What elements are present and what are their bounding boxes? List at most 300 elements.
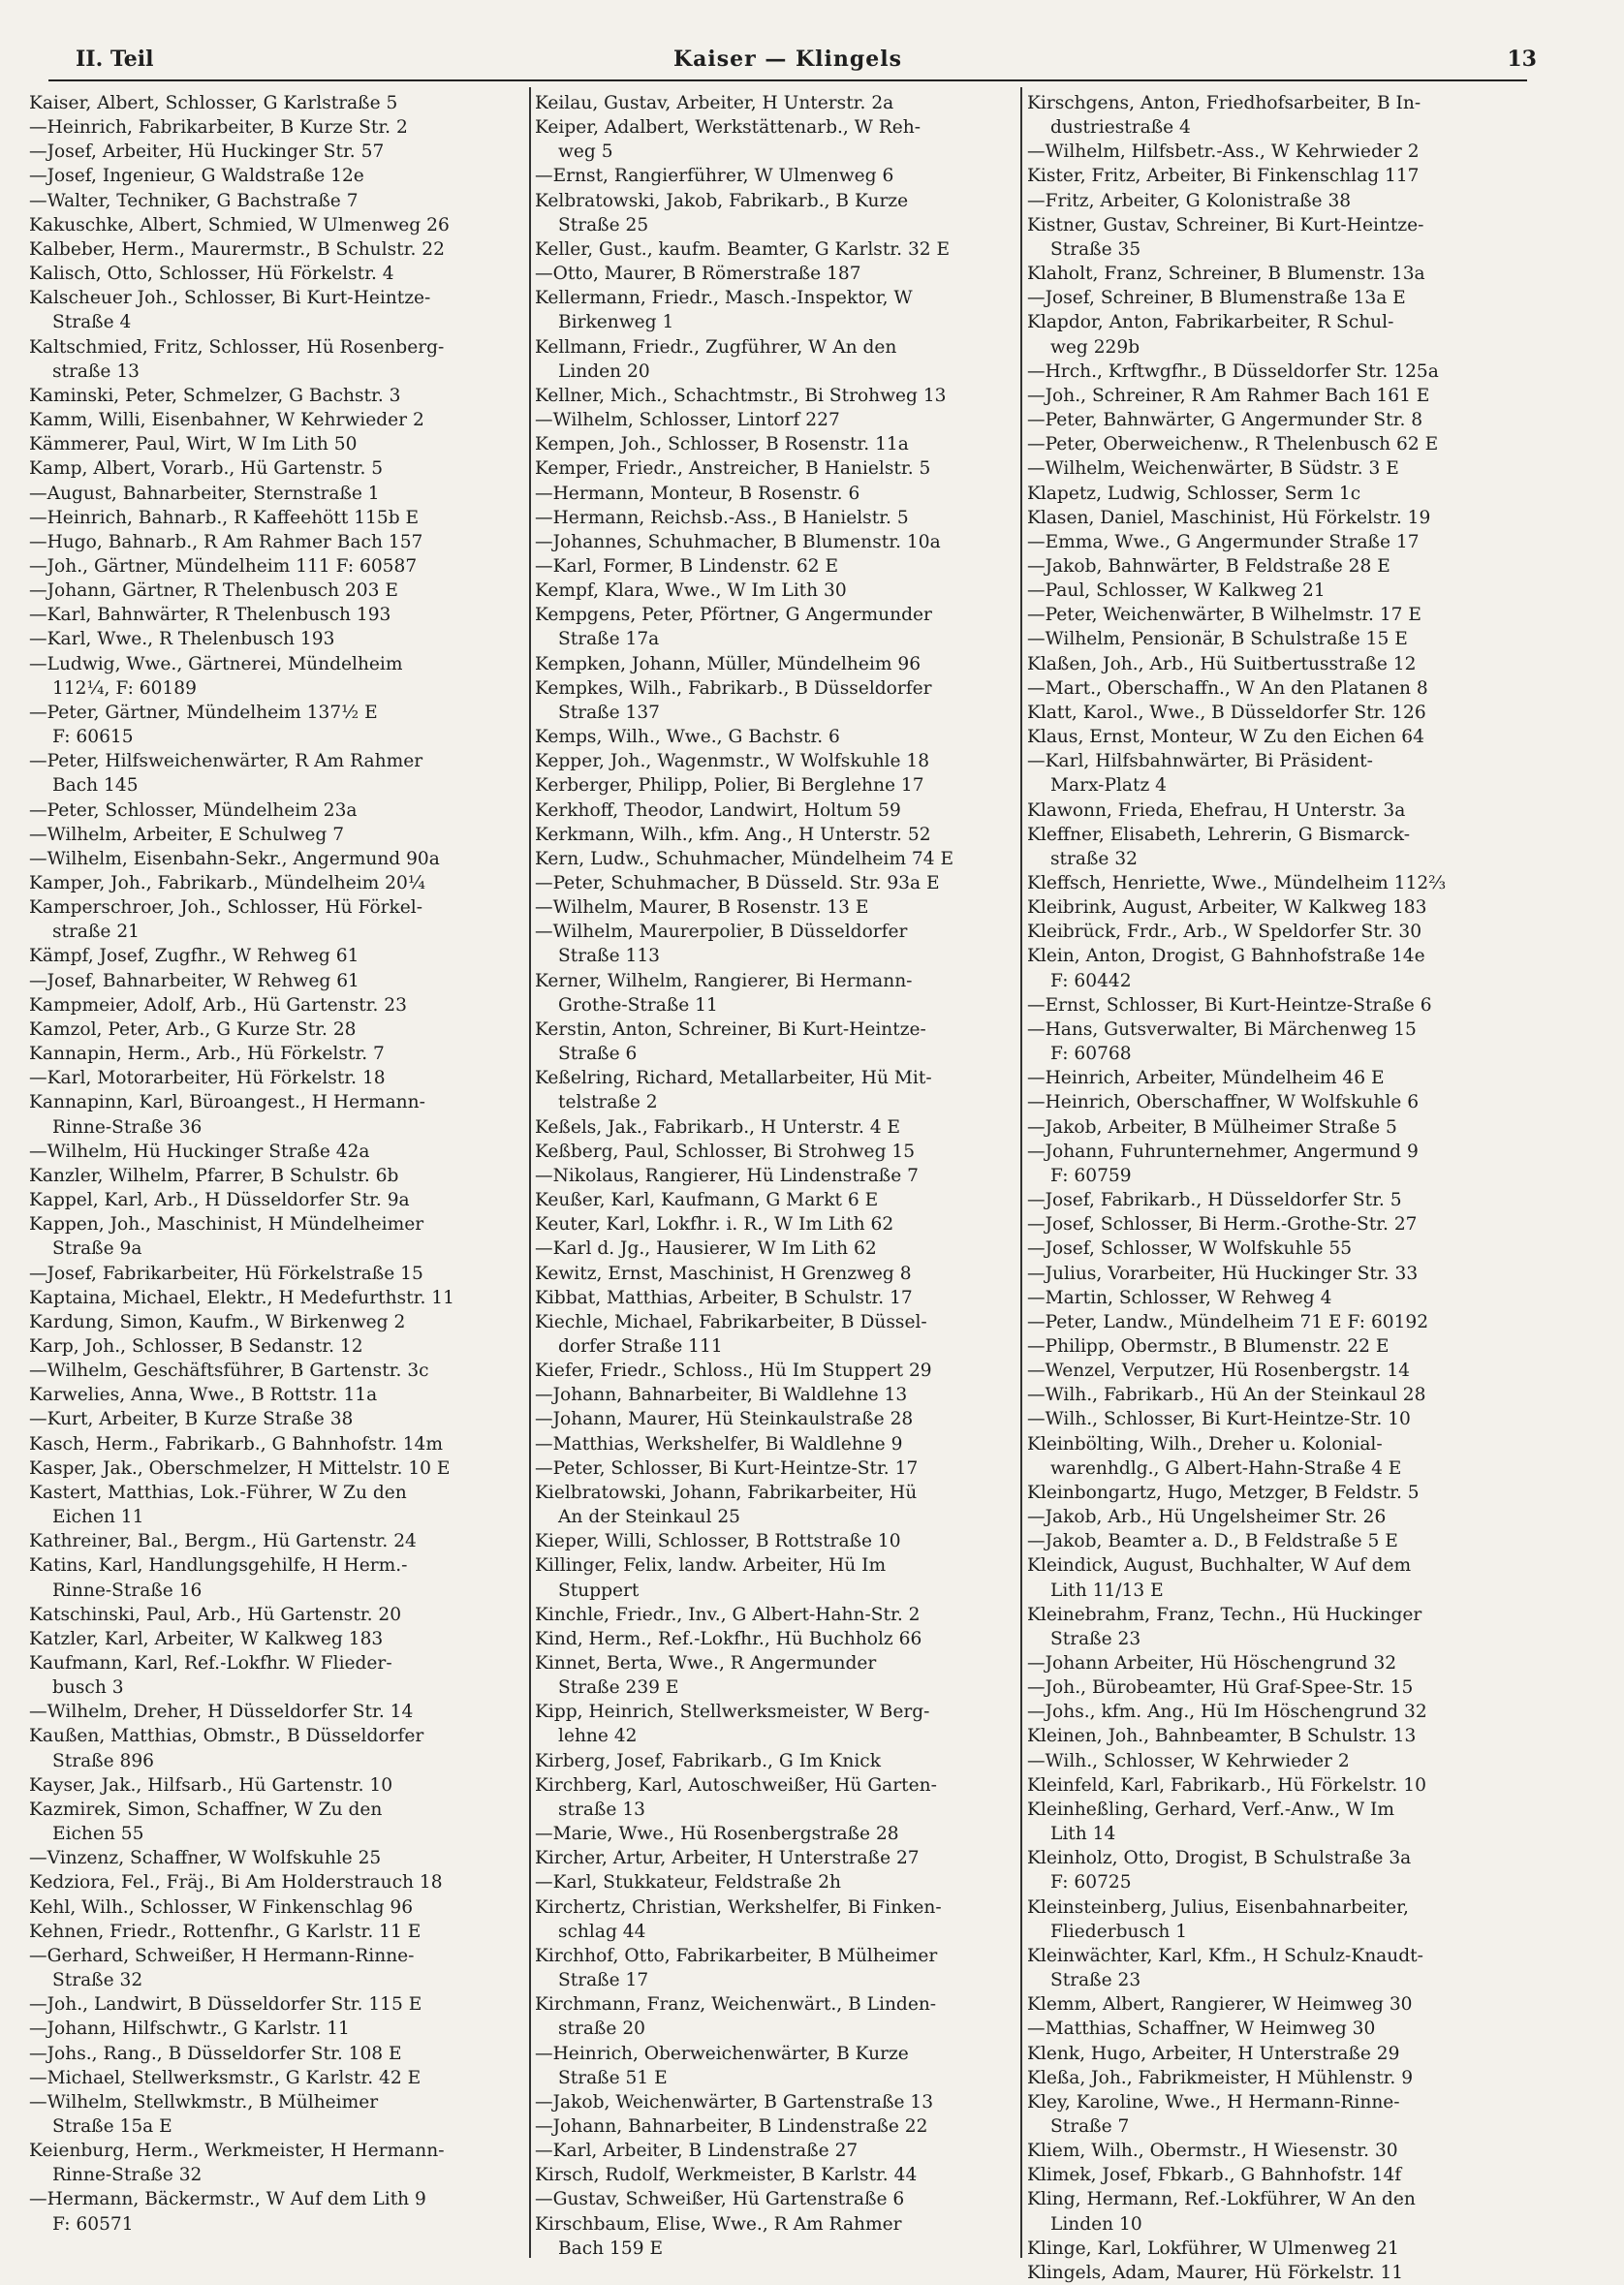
directory-entry (535, 530, 1015, 554)
directory-entry (535, 335, 1015, 384)
entry-line: —Hugo, Bahnarb., R Am Rahmer Bach 157 (29, 531, 423, 552)
directory-entry (29, 115, 525, 140)
directory-entry (535, 798, 1015, 823)
directory-entry (29, 1798, 525, 1846)
directory-entry (1027, 1262, 1516, 1286)
entry-line: —Heinrich, Oberschaffner, W Wolfskuhle 6 (1027, 1092, 1420, 1113)
entry-line: —Wilhelm, Stellwkmstr., B Mülheimer (29, 2091, 379, 2113)
entry-continuation-line: straße 32 (1050, 848, 1138, 869)
directory-entry (535, 91, 1015, 115)
entry-line: Kiefer, Friedr., Schloss., Hü Im Stuppert 29 (535, 1361, 932, 1382)
directory-entry (1027, 895, 1516, 920)
directory-entry (1027, 2017, 1516, 2041)
directory-entry (1027, 1140, 1516, 1188)
directory-entry (535, 237, 1015, 262)
directory-entry (29, 652, 525, 701)
directory-entry (29, 506, 525, 530)
column-divider (1020, 87, 1022, 2258)
entry-line: —Walter, Techniker, G Bachstraße 7 (29, 190, 359, 211)
entry-continuation-line: Straße 137 (558, 702, 661, 723)
entry-line: —Wilhelm, Arbeiter, E Schulweg 7 (29, 824, 345, 845)
directory-entry (29, 2139, 525, 2187)
directory-entry (535, 1359, 1015, 1383)
directory-column-3 (1027, 91, 1516, 2285)
directory-entry (29, 895, 525, 944)
directory-entry (29, 1603, 525, 1627)
directory-entry (1027, 2187, 1516, 2236)
entry-line: —Fritz, Arbeiter, G Kolonistraße 38 (1027, 190, 1352, 211)
directory-entry (1027, 627, 1516, 651)
entry-line: Kedziora, Fel., Fräj., Bi Am Holderstrauch 18 (29, 1872, 443, 1894)
directory-entry (535, 1651, 1015, 1700)
entry-line: Kleinen, Joh., Bahnbeamter, B Schulstr. 13 (1027, 1726, 1417, 1747)
directory-entry (29, 335, 525, 384)
directory-entry (1027, 360, 1516, 384)
entry-continuation-line: Rinne-Straße 36 (52, 1116, 203, 1138)
entry-line: —Joh., Schreiner, R Am Rahmer Bach 161 E (1027, 385, 1430, 406)
entry-line: —Josef, Arbeiter, Hü Huckinger Str. 57 (29, 141, 385, 163)
directory-entry (29, 993, 525, 1017)
entry-line: Klawonn, Frieda, Ehefrau, H Unterstr. 3a (1027, 799, 1406, 821)
entry-line: Kirschgens, Anton, Friedhofsarbeiter, B In- (1027, 93, 1421, 113)
entry-continuation-line: An der Steinkaul 25 (558, 1507, 740, 1528)
entry-line: Kley, Karoline, Wwe., H Hermann-Rinne- (1027, 2091, 1400, 2113)
entry-line: —Johann, Bahnarbeiter, Bi Waldlehne 13 (535, 1385, 908, 1406)
directory-entry (1027, 749, 1516, 798)
directory-entry (535, 1236, 1015, 1261)
entry-line: Kleibrück, Frdr., Arb., W Speldorfer Str. 30 (1027, 922, 1422, 943)
page-number: 13 (1507, 47, 1537, 72)
entry-line: Kleinfeld, Karl, Fabrikarb., Hü Förkelstr. 10 (1027, 1774, 1426, 1796)
entry-line: —Hans, Gutsverwalter, Bi Märchenweg 15 (1027, 1018, 1417, 1040)
directory-entry (29, 1529, 525, 1553)
entry-line: —Karl, Hilfsbahnwärter, Bi Präsident- (1027, 751, 1373, 772)
directory-entry (29, 1651, 525, 1700)
entry-line: —Heinrich, Arbeiter, Mündelheim 46 E (1027, 1068, 1385, 1089)
entry-continuation-line: Bach 145 (52, 775, 139, 797)
entry-line: —Vinzenz, Schaffner, W Wolfskuhle 25 (29, 1848, 382, 1869)
entry-continuation-line: straße 21 (52, 922, 140, 943)
directory-entry (29, 1066, 525, 1090)
entry-line: Kircher, Artur, Arbeiter, H Unterstraße 27 (535, 1848, 920, 1869)
directory-entry (1027, 579, 1516, 603)
directory-entry (535, 189, 1015, 237)
entry-line: —Hermann, Reichsb.-Ass., B Hanielstr. 5 (535, 507, 909, 528)
entry-line: —Jakob, Bahnwärter, B Feldstraße 28 E (1027, 555, 1390, 577)
entry-line: Kleinheßling, Gerhard, Verf.-Anw., W Im (1027, 1799, 1395, 1820)
entry-line: Kämpf, Josef, Zugfhr., W Rehweg 61 (29, 946, 359, 967)
entry-line: —Johs., kfm. Ang., Hü Im Höschengrund 32 (1027, 1702, 1427, 1723)
entry-line: Kasch, Herm., Fabrikarb., G Bahnhofstr. 14m (29, 1433, 444, 1455)
entry-line: —Karl, Motorarbeiter, Hü Förkelstr. 18 (29, 1068, 386, 1089)
entry-line: —Johann, Maurer, Hü Steinkaulstraße 28 (535, 1409, 914, 1430)
entry-continuation-line: Straße 7 (1050, 2115, 1130, 2137)
directory-entry (1027, 1383, 1516, 1407)
entry-line: Kamm, Willi, Eisenbahner, W Kehrwieder 2 (29, 410, 424, 431)
entry-continuation-line: Bach 159 E (558, 2238, 664, 2259)
entry-line: Kling, Hermann, Ref.-Lokführer, W An den (1027, 2189, 1416, 2210)
entry-line: —Peter, Schuhmacher, B Düsseld. Str. 93a E (535, 873, 940, 893)
entry-continuation-line: Stuppert (558, 1580, 640, 1601)
entry-line: —Wilhelm, Eisenbahn-Sekr., Angermund 90a (29, 848, 440, 869)
entry-line: Kirchhof, Otto, Fabrikarbeiter, B Mülheimer (535, 1945, 938, 1966)
directory-entry (29, 1334, 525, 1359)
entry-line: Kempkes, Wilh., Fabrikarb., B Düsseldorfer (535, 677, 932, 699)
directory-entry (1027, 652, 1516, 676)
directory-entry (1027, 944, 1516, 992)
directory-entry (1027, 262, 1516, 286)
entry-line: Kister, Fritz, Arbeiter, Bi Finkenschlag 117 (1027, 166, 1420, 187)
directory-entry (535, 1286, 1015, 1310)
entry-line: —Jakob, Arb., Hü Ungelsheimer Str. 26 (1027, 1507, 1387, 1528)
entry-line: Kappel, Karl, Arb., H Düsseldorfer Str. 9a (29, 1190, 410, 1211)
entry-line: —Johann, Fuhrunternehmer, Angermund 9 (1027, 1141, 1419, 1162)
entry-continuation-line: lehne 42 (558, 1726, 638, 1747)
entry-line: —Jakob, Arbeiter, B Mülheimer Straße 5 (1027, 1116, 1397, 1138)
entry-line: —Wilhelm, Hü Huckinger Straße 42a (29, 1141, 370, 1162)
entry-line: Klapdor, Anton, Fabrikarbeiter, R Schul- (1027, 312, 1394, 333)
directory-entry (29, 2187, 525, 2236)
entry-line: —Wilhelm, Weichenwärter, B Südstr. 3 E (1027, 458, 1399, 480)
directory-entry (29, 944, 525, 968)
directory-entry (29, 603, 525, 627)
directory-entry (1027, 456, 1516, 481)
directory-entry (1027, 1407, 1516, 1431)
entry-line: Kämmerer, Paul, Wirt, W Im Lith 50 (29, 434, 358, 455)
directory-entry (1027, 554, 1516, 579)
entry-continuation-line: Straße 6 (558, 1044, 638, 1065)
entry-line: Kempken, Johann, Müller, Mündelheim 96 (535, 653, 921, 674)
directory-entry (535, 456, 1015, 481)
entry-line: Kalscheuer Joh., Schlosser, Bi Kurt-Heintze- (29, 288, 431, 309)
entry-line: —Josef, Ingenieur, G Waldstraße 12e (29, 166, 364, 187)
directory-entry (1027, 140, 1516, 164)
entry-line: Kaminski, Peter, Schmelzer, G Bachstr. 3 (29, 385, 401, 406)
directory-entry (29, 1383, 525, 1407)
directory-entry (535, 1456, 1015, 1481)
directory-entry (29, 1700, 525, 1724)
directory-entry (29, 1262, 525, 1286)
entry-continuation-line: Straße 113 (558, 946, 661, 967)
entry-continuation-line: Straße 17a (558, 629, 660, 650)
directory-entry (1027, 1798, 1516, 1846)
entry-continuation-line: weg 229b (1050, 336, 1140, 358)
entry-line: Kliem, Wilh., Obermstr., H Wiesenstr. 30 (1027, 2141, 1398, 2162)
entry-line: Kibbat, Matthias, Arbeiter, B Schulstr. 17 (535, 1287, 913, 1308)
entry-continuation-line: Straße 17 (558, 1970, 649, 1991)
directory-entry (535, 115, 1015, 164)
directory-entry (1027, 1773, 1516, 1798)
entry-continuation-line: busch 3 (52, 1677, 124, 1699)
entry-line: Klingels, Adam, Maurer, Hü Förkelstr. 11 (1027, 2262, 1404, 2283)
directory-entry (1027, 920, 1516, 944)
entry-line: —Peter, Gärtner, Mündelheim 137½ E (29, 702, 378, 723)
entry-line: —Wilhelm, Pensionär, B Schulstraße 15 E (1027, 629, 1408, 650)
directory-entry (535, 1822, 1015, 1846)
entry-line: Kiechle, Michael, Fabrikarbeiter, B Düssel- (535, 1311, 927, 1332)
entry-line: Kirsch, Rudolf, Werkmeister, B Karlstr. 44 (535, 2165, 918, 2186)
entry-line: Kelbratowski, Jakob, Fabrikarb., B Kurze (535, 190, 909, 211)
directory-entry (535, 1481, 1015, 1529)
entry-line: —Martin, Schlosser, W Rehweg 4 (1027, 1287, 1332, 1308)
directory-entry (1027, 2090, 1516, 2139)
entry-line: —Heinrich, Fabrikarbeiter, B Kurze Str. 2 (29, 117, 408, 139)
entry-line: —Johs., Rang., B Düsseldorfer Str. 108 E (29, 2043, 402, 2064)
directory-entry (1027, 2261, 1516, 2285)
entry-line: Klapetz, Ludwig, Schlosser, Serm 1c (1027, 483, 1361, 504)
directory-entry (1027, 1359, 1516, 1383)
directory-entry (29, 1286, 525, 1310)
entry-line: Kerberger, Philipp, Polier, Bi Berglehne 17 (535, 775, 924, 797)
entry-line: —Hermann, Bäckermstr., W Auf dem Lith 9 (29, 2189, 426, 2210)
entry-continuation-line: Eichen 11 (52, 1507, 144, 1528)
entry-line: Kaufmann, Karl, Ref.-Lokfhr. W Flieder- (29, 1653, 392, 1674)
directory-entry (1027, 1553, 1516, 1602)
directory-entry (535, 1603, 1015, 1627)
entry-line: Kirchertz, Christian, Werkshelfer, Bi Finken- (535, 1896, 942, 1918)
entry-line: —Wilhelm, Hilfsbetr.-Ass., W Kehrwieder 2 (1027, 141, 1420, 163)
entry-line: —Peter, Schlosser, Bi Kurt-Heintze-Str. 17 (535, 1457, 919, 1479)
directory-entry (29, 627, 525, 651)
entry-line: Kanzler, Wilhelm, Pfarrer, B Schulstr. 6b (29, 1165, 399, 1186)
entry-line: —Wilhelm, Dreher, H Düsseldorfer Str. 14 (29, 1702, 414, 1723)
entry-line: —Peter, Bahnwärter, G Angermunder Str. 8 (1027, 410, 1423, 431)
entry-line: —Wilhelm, Schlosser, Lintorf 227 (535, 410, 840, 431)
entry-line: Kasper, Jak., Oberschmelzer, H Mittelstr. 10 E (29, 1457, 451, 1479)
directory-entry (29, 2090, 525, 2139)
directory-entry (1027, 408, 1516, 432)
directory-entry (29, 1456, 525, 1481)
directory-entry (1027, 2066, 1516, 2090)
directory-entry (535, 2187, 1015, 2211)
entry-line: Kathreiner, Bal., Bergm., Hü Gartenstr. 24 (29, 1531, 417, 1552)
entry-line: Kalbeber, Herm., Maurermstr., B Schulstr. 22 (29, 238, 445, 260)
directory-entry (1027, 1115, 1516, 1140)
entry-line: —Nikolaus, Rangierer, Hü Lindenstraße 7 (535, 1165, 919, 1186)
entry-line: Kayser, Jak., Hilfsarb., Hü Gartenstr. 10 (29, 1774, 393, 1796)
directory-entry (1027, 603, 1516, 627)
directory-entry (29, 823, 525, 847)
entry-line: —Ernst, Schlosser, Bi Kurt-Heintze-Straße 6 (1027, 994, 1432, 1016)
entry-continuation-line: Straße 51 E (558, 2067, 668, 2088)
entry-line: Kempf, Klara, Wwe., W Im Lith 30 (535, 580, 847, 602)
entry-continuation-line: weg 5 (558, 141, 613, 163)
entry-line: —Josef, Fabrikarb., H Düsseldorfer Str. 5 (1027, 1190, 1402, 1211)
entry-continuation-line: Straße 15a E (52, 2115, 172, 2137)
entry-line: Kellermann, Friedr., Masch.-Inspektor, W (535, 288, 913, 309)
entry-line: —Joh., Bürobeamter, Hü Graf-Spee-Str. 15 (1027, 1677, 1414, 1699)
entry-line: Kerkmann, Wilh., kfm. Ang., H Unterstr. 52 (535, 824, 931, 845)
entry-continuation-line: Straße 896 (52, 1750, 155, 1771)
entry-line: Kleinholz, Otto, Drogist, B Schulstraße 3a (1027, 1848, 1412, 1869)
entry-continuation-line: Lith 14 (1050, 1824, 1116, 1845)
directory-entry (1027, 701, 1516, 725)
directory-entry (1027, 1749, 1516, 1773)
directory-entry (535, 579, 1015, 603)
directory-entry (29, 554, 525, 579)
directory-entry (29, 579, 525, 603)
entry-line: —Josef, Bahnarbeiter, W Rehweg 61 (29, 970, 359, 991)
directory-entry (29, 237, 525, 262)
entry-line: —Josef, Fabrikarbeiter, Hü Förkelstraße 15 (29, 1263, 423, 1284)
directory-entry (29, 213, 525, 237)
directory-entry (29, 1944, 525, 1992)
directory-entry (29, 482, 525, 506)
entry-line: Kinchle, Friedr., Inv., G Albert-Hahn-Str. 2 (535, 1604, 921, 1625)
entry-line: —Johann Arbeiter, Hü Höschengrund 32 (1027, 1653, 1397, 1674)
directory-entry (535, 432, 1015, 456)
entry-line: —Wenzel, Verputzer, Hü Rosenbergstr. 14 (1027, 1361, 1411, 1382)
directory-entry (1027, 310, 1516, 359)
directory-entry (1027, 482, 1516, 506)
directory-entry (535, 1310, 1015, 1359)
entry-line: Kleßa, Joh., Fabrikmeister, H Mühlenstr. 9 (1027, 2067, 1414, 2088)
entry-continuation-line: schlag 44 (558, 1921, 646, 1942)
directory-entry (535, 506, 1015, 530)
entry-line: —Karl, Bahnwärter, R Thelenbusch 193 (29, 605, 391, 626)
directory-entry (1027, 1529, 1516, 1553)
entry-line: —Johannes, Schuhmacher, B Blumenstr. 10a (535, 531, 941, 552)
entry-line: —Ludwig, Wwe., Gärtnerei, Mündelheim (29, 653, 403, 674)
entry-line: Keßberg, Paul, Schlosser, Bi Strohweg 15 (535, 1141, 916, 1162)
directory-entry (535, 1700, 1015, 1748)
directory-entry (1027, 1432, 1516, 1481)
directory-entry (29, 1359, 525, 1383)
directory-entry (535, 1432, 1015, 1456)
directory-entry (535, 2042, 1015, 2090)
directory-column-1 (29, 91, 525, 2237)
directory-entry (1027, 1286, 1516, 1310)
directory-entry (29, 701, 525, 749)
directory-entry (1027, 213, 1516, 262)
directory-entry (29, 798, 525, 823)
entry-line: Keßelring, Richard, Metallarbeiter, Hü Mit- (535, 1068, 932, 1089)
entry-line: Kardung, Simon, Kaufm., W Birkenweg 2 (29, 1311, 406, 1332)
section-label: II. Teil (76, 47, 154, 72)
directory-entry (29, 189, 525, 213)
directory-entry (535, 1017, 1015, 1066)
entry-continuation-line: Eichen 55 (52, 1824, 144, 1845)
directory-entry (1027, 1236, 1516, 1261)
entry-line: Kleinwächter, Karl, Kfm., H Schulz-Knaudt- (1027, 1945, 1423, 1966)
entry-line: —Kurt, Arbeiter, B Kurze Straße 38 (29, 1409, 354, 1430)
entry-continuation-line: Straße 239 E (558, 1677, 679, 1699)
entry-line: Klemm, Albert, Rangierer, W Heimweg 30 (1027, 1994, 1413, 2016)
directory-entry (1027, 530, 1516, 554)
entry-line: —Otto, Maurer, B Römerstraße 187 (535, 264, 861, 285)
directory-entry (29, 1407, 525, 1431)
directory-entry (535, 725, 1015, 749)
directory-entry (29, 1627, 525, 1651)
directory-entry (29, 2017, 525, 2041)
directory-entry (1027, 1310, 1516, 1334)
entry-line: —Josef, Schlosser, Bi Herm.-Grothe-Str. 27 (1027, 1214, 1418, 1236)
entry-continuation-line: 112¼, F: 60189 (52, 677, 197, 699)
directory-entry (29, 1895, 525, 1920)
entry-line: —Karl d. Jg., Hausierer, W Im Lith 62 (535, 1238, 877, 1260)
entry-line: Kannapinn, Karl, Büroangest., H Hermann- (29, 1092, 425, 1113)
directory-entry (1027, 2139, 1516, 2163)
entry-line: Kampmeier, Adolf, Arb., Hü Gartenstr. 23 (29, 994, 407, 1016)
entry-line: —Peter, Schlosser, Mündelheim 23a (29, 799, 358, 821)
directory-entry (1027, 1675, 1516, 1700)
entry-line: Kamperschroer, Joh., Schlosser, Hü Förkel- (29, 897, 423, 919)
entry-continuation-line: Fliederbusch 1 (1050, 1921, 1188, 1942)
directory-entry (1027, 993, 1516, 1017)
entry-line: Kerstin, Anton, Schreiner, Bi Kurt-Heintze- (535, 1018, 926, 1040)
entry-line: Karwelies, Anna, Wwe., B Rottstr. 11a (29, 1385, 378, 1406)
entry-line: Kinnet, Berta, Wwe., R Angermunder (535, 1653, 877, 1674)
directory-entry (535, 1115, 1015, 1140)
directory-entry (535, 652, 1015, 676)
directory-entry (29, 384, 525, 408)
entry-line: —Matthias, Werkshelfer, Bi Waldlehne 9 (535, 1433, 903, 1455)
directory-entry (29, 1042, 525, 1066)
directory-entry (29, 262, 525, 286)
directory-entry (535, 2114, 1015, 2139)
directory-entry (29, 530, 525, 554)
entry-line: Kannapin, Herm., Arb., Hü Förkelstr. 7 (29, 1044, 385, 1065)
directory-entry (535, 603, 1015, 651)
entry-line: —Jakob, Weichenwärter, B Gartenstraße 13 (535, 2091, 934, 2113)
directory-entry (535, 1944, 1015, 1992)
directory-entry (29, 1212, 525, 1261)
entry-line: —Wilhelm, Maurerpolier, B Düsseldorfer (535, 922, 908, 943)
directory-entry (1027, 871, 1516, 895)
entry-line: —Karl, Former, B Lindenstr. 62 E (535, 555, 839, 577)
entry-continuation-line: Straße 9a (52, 1238, 142, 1260)
entry-line: —Philipp, Obermstr., B Blumenstr. 22 E (1027, 1335, 1390, 1357)
directory-entry (1027, 1992, 1516, 2017)
directory-entry (1027, 1212, 1516, 1236)
directory-entry (29, 1773, 525, 1798)
directory-entry (29, 1432, 525, 1456)
directory-entry (29, 1870, 525, 1894)
entry-line: —Gustav, Schweißer, Hü Gartenstraße 6 (535, 2189, 905, 2210)
entry-line: Kaltschmied, Fritz, Schlosser, Hü Rosenberg- (29, 336, 445, 358)
entry-line: Keuter, Karl, Lokfhr. i. R., W Im Lith 62 (535, 1214, 894, 1236)
entry-line: —Michael, Stellwerksmstr., G Karlstr. 42 E (29, 2067, 422, 2088)
directory-entry (1027, 1603, 1516, 1651)
directory-entry (29, 408, 525, 432)
entry-line: Kleffsch, Henriette, Wwe., Mündelheim 112⅔ (1027, 873, 1447, 893)
entry-line: Kepper, Joh., Wagenmstr., W Wolfskuhle 18 (535, 751, 930, 772)
entry-line: Kaiser, Albert, Schlosser, G Karlstraße 5 (29, 93, 398, 113)
entry-line: Kerner, Wilhelm, Rangierer, Bi Hermann- (535, 970, 913, 991)
directory-entry (535, 773, 1015, 798)
entry-line: —Johann, Hilfschwtr., G Karlstr. 11 (29, 2019, 350, 2040)
entry-line: Keller, Gust., kaufm. Beamter, G Karlstr. 32 E (535, 238, 951, 260)
entry-line: —Ernst, Rangierführer, W Ulmenweg 6 (535, 166, 894, 187)
entry-line: Klenk, Hugo, Arbeiter, H Unterstraße 29 (1027, 2043, 1400, 2064)
entry-line: Kellner, Mich., Schachtmstr., Bi Strohweg 13 (535, 385, 947, 406)
directory-entry (29, 164, 525, 188)
entry-line: Kazmirek, Simon, Schaffner, W Zu den (29, 1799, 383, 1820)
entry-continuation-line: warenhdlg., G Albert-Hahn-Straße 4 E (1050, 1457, 1402, 1479)
directory-entry (1027, 2237, 1516, 2261)
directory-entry (1027, 1188, 1516, 1212)
entry-line: Kamzol, Peter, Arb., G Kurze Str. 28 (29, 1018, 357, 1040)
entry-line: Kleinebrahm, Franz, Techn., Hü Huckinger (1027, 1604, 1422, 1625)
entry-continuation-line: Rinne-Straße 16 (52, 1580, 203, 1601)
directory-entry (535, 871, 1015, 895)
directory-entry (29, 1481, 525, 1529)
entry-line: Klaßen, Joh., Arb., Hü Suitbertusstraße 12 (1027, 653, 1417, 674)
entry-line: Klatt, Karol., Wwe., B Düsseldorfer Str. 126 (1027, 702, 1426, 723)
entry-line: Keilau, Gustav, Arbeiter, H Unterstr. 2a (535, 93, 894, 113)
entry-continuation-line: straße 20 (558, 2019, 645, 2040)
entry-line: —Peter, Hilfsweichenwärter, R Am Rahmer (29, 751, 423, 772)
